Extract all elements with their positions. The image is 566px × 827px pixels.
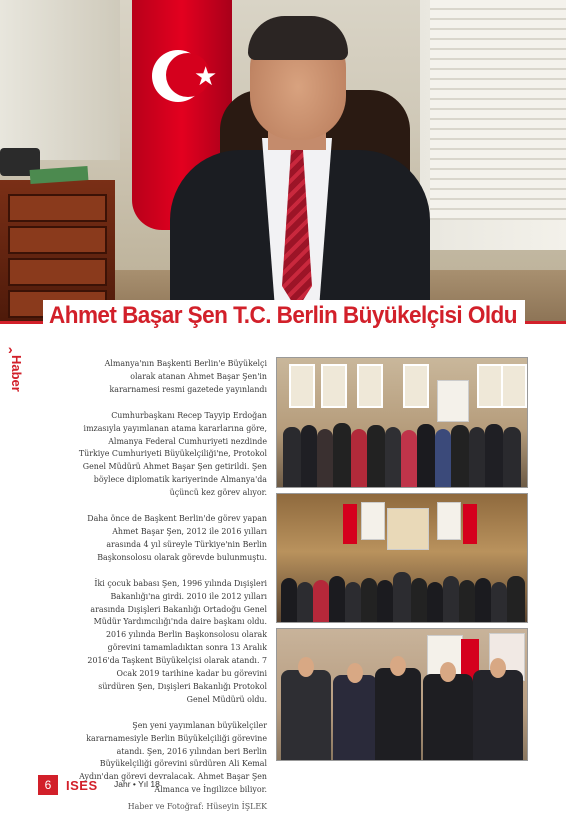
group-photo-1 <box>276 357 528 488</box>
article-body <box>78 358 267 827</box>
section-tag <box>2 341 26 391</box>
group-photo-2 <box>276 493 528 623</box>
portrait-hair <box>248 16 348 60</box>
page-footer <box>38 777 238 795</box>
article-paragraph: Şen yeni yayımlanan büyükelçiler kararnamesiyle Berlin Büyükelçiliği görevine atandı. Şen, 2016 yılından beri Berlin Büyükelçiliği görevini sürdüren Ali Kemal Aydın'dan görevi devralacak. Ahmet Başar Şen Almanca ve İngilizce biliyor. <box>79 720 267 795</box>
turkish-flag: ★ <box>132 0 232 230</box>
issue-label: Jahr • Yıl 18 <box>114 779 160 789</box>
section-label: Haber <box>9 355 24 392</box>
window <box>0 0 120 160</box>
magazine-logo: ISES <box>66 778 98 793</box>
hero-photo <box>0 0 566 322</box>
article-paragraph: İki çocuk babası Şen, 1996 yılında Dışişleri Bakanlığı'na girdi. 2010 ile 2012 yılları arasında Dışişleri Bakanlığı Ortadoğu Genel Müdür Yardımcılığı'nda daire başkanı oldu. 2016 yılında Berlin Başkonsolosu olarak görevini tamamladıktan sonra 13 Aralık 2016'da Taşkent Büyükelçisi olarak atandı. 7 Ocak 2019 tarihine kadar bu görevini sürdüren Şen, Dışişleri Bakanlığı Protokol Genel Müdürü oldu. <box>87 578 267 704</box>
article-paragraph: Cumhurbaşkanı Recep Tayyip Erdoğan imzasıyla yayımlanan atama kararlarına göre, Almanya Federal Cumhuriyeti nezdinde Türkiye Cumhuriyeti Büyükelçiliği'ne, Protokol Genel Müdürü Ahmet Başar Şen getirildi. Şen böylece diplomatik kariyerinde Almanya'da üçüncü kez görev alıyor. <box>78 410 267 498</box>
photo-credit: Haber ve Fotoğraf: Hüseyin İŞLEK <box>127 802 267 812</box>
article-title: Ahmet Başar Şen T.C. Berlin Büyükelçisi Oldu <box>49 302 517 329</box>
group-photo-3 <box>276 628 528 761</box>
article-paragraph: Daha önce de Başkent Berlin'de görev yapan Ahmet Başar Şen, 2012 ile 2016 yılları arasında 4 yıl süreyle Türkiye'nin Berlin Başkonsolosu olarak görevde bulunmuştu. <box>87 514 267 562</box>
window-blind <box>430 0 566 220</box>
chevron-right-icon: › <box>8 341 13 357</box>
page-number: 6 <box>38 775 58 795</box>
title-band <box>0 300 566 340</box>
article-paragraph: Almanya'nın Başkenti Berlin'e Büyükelçi olarak atanan Ahmet Başar Şen'in kararnamesi resmi gazetede yayınlandı <box>104 359 267 394</box>
